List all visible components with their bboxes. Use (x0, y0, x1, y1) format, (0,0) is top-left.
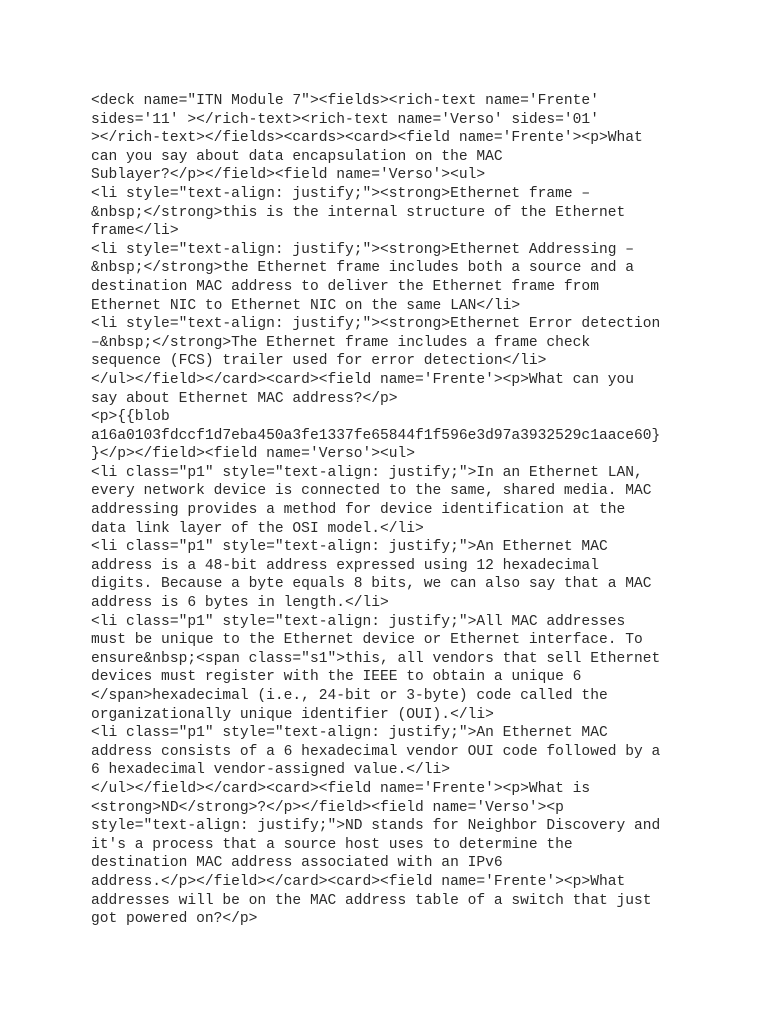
text-line: </ul></field></card><card><field name='Frente'><p>What is (91, 780, 591, 797)
text-line: must be unique to the Ethernet device or Ethernet interface. To (91, 632, 643, 649)
text-line: organizationally unique identifier (OUI).</li> (91, 706, 494, 723)
text-line: address is a 48-bit address expressed using 12 hexadecimal (91, 557, 599, 574)
text-line: address.</p></field></card><card><field name='Frente'><p>What (91, 873, 626, 890)
text-line: Sublayer?</p></field><field name='Verso'><ul> (91, 167, 486, 184)
text-line: Ethernet NIC to Ethernet NIC on the same LAN</li> (91, 297, 521, 314)
text-line: 6 hexadecimal vendor-assigned value.</li> (91, 762, 451, 779)
text-line: data link layer of the OSI model.</li> (91, 520, 424, 537)
text-line: <li style="text-align: justify;"><strong>Ethernet Addressing – (91, 241, 634, 258)
text-line: got powered on?</p> (91, 911, 258, 928)
document-body (91, 92, 691, 929)
text-line: <li class="p1" style="text-align: justify;">An Ethernet MAC (91, 539, 608, 556)
text-line: </ul></field></card><card><field name='Frente'><p>What can you (91, 371, 634, 388)
text-line: addressing provides a method for device identification at the (91, 502, 626, 519)
text-line: devices must register with the IEEE to obtain a unique 6 (91, 669, 582, 686)
text-line: can you say about data encapsulation on the MAC (91, 148, 503, 165)
text-line: frame</li> (91, 223, 179, 240)
text-line: <strong>ND</strong>?</p></field><field name='Verso'><p (91, 799, 564, 816)
text-line: every network device is connected to the same, shared media. MAC (91, 483, 652, 500)
text-line: sequence (FCS) trailer used for error detection</li> (91, 353, 547, 370)
text-line: address consists of a 6 hexadecimal vendor OUI code followed by a (91, 743, 661, 760)
text-line: <li class="p1" style="text-align: justify;">All MAC addresses (91, 613, 626, 630)
text-line: style="text-align: justify;">ND stands for Neighbor Discovery and (91, 818, 661, 835)
text-line: say about Ethernet MAC address?</p> (91, 390, 398, 407)
text-line: &nbsp;</strong>this is the internal structure of the Ethernet (91, 204, 626, 221)
text-line: ></rich-text></fields><cards><card><field name='Frente'><p>What (91, 130, 643, 147)
text-line: it's a process that a source host uses to determine the (91, 836, 573, 853)
text-line: </span>hexadecimal (i.e., 24-bit or 3-byte) code called the (91, 688, 608, 704)
text-line: <li style="text-align: justify;"><strong>Ethernet Error detection (91, 316, 661, 333)
text-line: –&nbsp;</strong>The Ethernet frame includes a frame check (91, 334, 591, 351)
text-line: addresses will be on the MAC address table of a switch that just (91, 892, 652, 909)
text-line: ensure&nbsp;<span class="s1">this, all vendors that sell Ethernet (91, 650, 661, 667)
text-line: <p>{{blob (91, 409, 170, 426)
text-line: <deck name="ITN Module 7"><fields><rich-text name='Frente' (91, 93, 599, 109)
text-line: destination MAC address to deliver the Ethernet frame from (91, 278, 599, 295)
text-line: &nbsp;</strong>the Ethernet frame includes both a source and a (91, 260, 634, 277)
text-line: destination MAC address associated with an IPv6 (91, 855, 503, 872)
text-line: a16a0103fdccf1d7eba450a3fe1337fe65844f1f596e3d97a3932529c1aace60} (91, 427, 661, 444)
text-line: sides='11' ></rich-text><rich-text name='Verso' sides='01' (91, 111, 599, 128)
text-line: }</p></field><field name='Verso'><ul> (91, 446, 416, 463)
text-line: <li style="text-align: justify;"><strong>Ethernet frame – (91, 185, 591, 202)
text-line: <li class="p1" style="text-align: justify;">An Ethernet MAC (91, 725, 608, 742)
text-line: address is 6 bytes in length.</li> (91, 595, 389, 612)
text-line: <li class="p1" style="text-align: justify;">In an Ethernet LAN, (91, 464, 643, 481)
text-line: digits. Because a byte equals 8 bits, we can also say that a MAC (91, 576, 652, 593)
